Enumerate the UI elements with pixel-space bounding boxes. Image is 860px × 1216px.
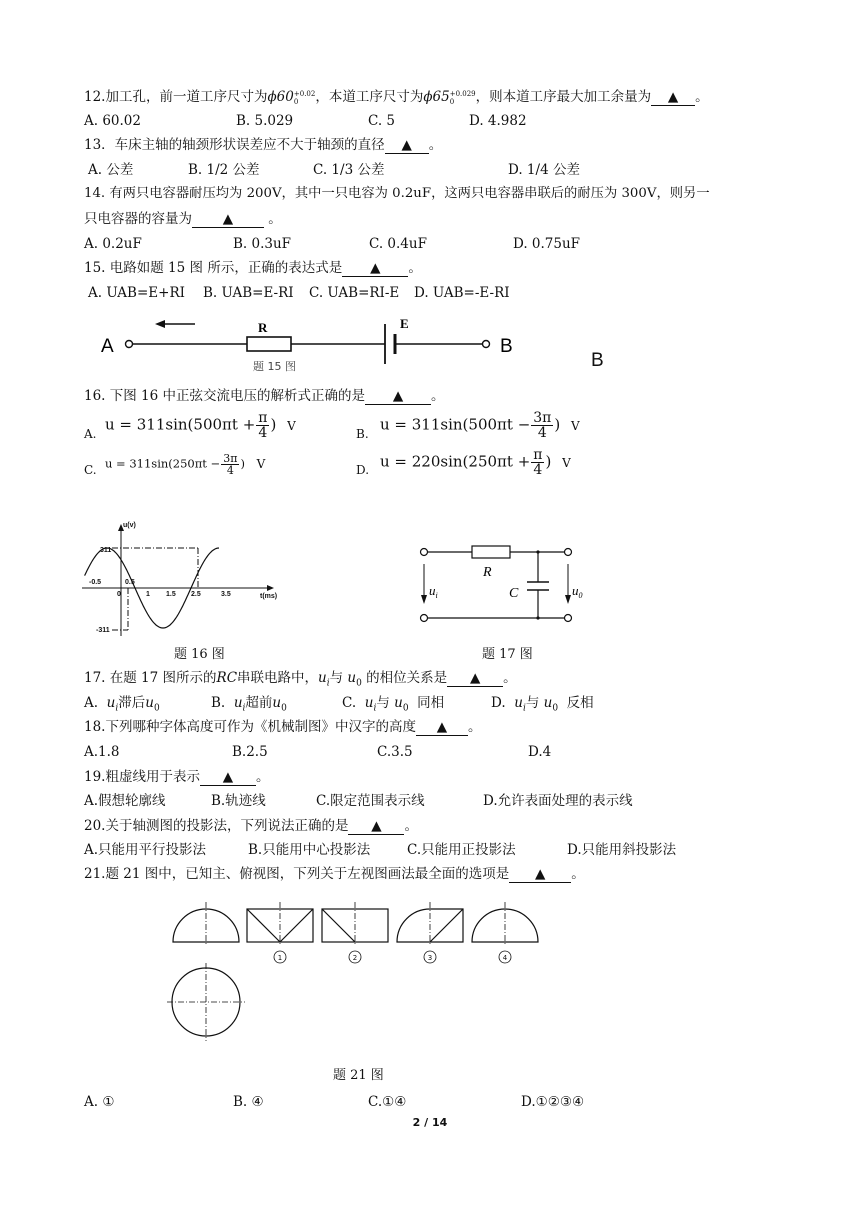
- fig15-label-a: A: [101, 336, 114, 357]
- q14-option-b[interactable]: B. 0.3uF: [233, 236, 292, 252]
- q16-option-b-letter[interactable]: B.: [356, 427, 369, 441]
- q13-option-a[interactable]: A. 公差: [88, 162, 134, 178]
- fig16-tick-1.5: 1.5: [166, 591, 176, 598]
- fig16-tick-0: 0: [117, 591, 121, 598]
- q16-stem: 16. 下图 16 中正弦交流电压的解析式正确的是 ▲ 。: [84, 388, 445, 404]
- fig17-label-ui: u: [429, 583, 436, 598]
- fig16-y-axis-label: u(v): [123, 522, 136, 529]
- q14-stem-line2: 只电容器的容量为 ▲ 。: [84, 211, 282, 227]
- answer-blank[interactable]: ▲: [385, 138, 429, 154]
- fig16-tick-neg0.5: -0.5: [89, 579, 102, 586]
- q12-option-a[interactable]: A. 60.02: [84, 113, 141, 129]
- q12-stem: 12.加工孔，前一道工序尺寸为ϕ60 +0.02 0 ，本道工序尺寸为ϕ65 +0.029 0 ，则本道工序最大加工余量为 ▲ 。: [84, 89, 709, 106]
- q14-option-c[interactable]: C. 0.4uF: [369, 236, 427, 252]
- fig15-label-b: B: [500, 336, 513, 357]
- answer-blank[interactable]: ▲: [365, 389, 431, 405]
- q21-stem: 21.题 21 图中，已知主、俯视图，下列关于左视图画法最全面的选项是 ▲ 。: [84, 866, 585, 882]
- fig16-tick-0.5: 0.5: [125, 579, 135, 586]
- fig16-tick-neg311: -311: [96, 627, 110, 634]
- fig21-marker-1: 1: [277, 954, 283, 962]
- q15-option-b[interactable]: B. UAB=E-RI: [203, 285, 294, 301]
- fig15-label-e: E: [400, 316, 409, 331]
- figure-16-sine-plot: [78, 518, 288, 640]
- fig21-marker-3: 3: [427, 954, 433, 962]
- q13-stem: 13．车床主轴的轴颈形状误差应不大于轴颈的直径 ▲ 。: [84, 137, 443, 153]
- answer-blank[interactable]: ▲: [447, 671, 503, 687]
- q21-option-c[interactable]: C.①④: [368, 1094, 407, 1110]
- q15-option-c[interactable]: C. UAB=RI-E: [309, 285, 400, 301]
- q18-option-a[interactable]: A.1.8: [84, 744, 120, 760]
- q16-option-a[interactable]: u = 311sin(500πt + $\frac{\pi}{4}$ ) V: [105, 410, 296, 441]
- answer-blank[interactable]: ▲: [342, 261, 408, 277]
- fig16-tick-1: 1: [146, 591, 150, 598]
- q20-option-b[interactable]: B.只能用中心投影法: [248, 842, 371, 858]
- fig16-x-axis-label: t(ms): [260, 593, 278, 600]
- fig15-label-r: R: [258, 320, 268, 335]
- q12-option-d[interactable]: D. 4.982: [469, 113, 527, 129]
- fig17-caption: 题 17 图: [482, 647, 533, 662]
- q19-option-a[interactable]: A.假想轮廓线: [84, 793, 166, 809]
- q16-option-c-letter[interactable]: C.: [84, 463, 97, 477]
- fig17-label-uo: u: [572, 583, 579, 598]
- svg-text:u0: $u_0$: [572, 583, 583, 600]
- q12-dim1: ϕ60: [267, 89, 294, 105]
- answer-blank[interactable]: ▲: [416, 720, 468, 736]
- q17-option-c[interactable]: C. $u_i$与 $u_0$ 同相: [342, 695, 445, 714]
- page-number: 2 / 14: [412, 1116, 448, 1129]
- q20-option-c[interactable]: C.只能用正投影法: [407, 842, 516, 858]
- fig16-tick-2.5: 2.5: [191, 591, 201, 598]
- q21-option-b[interactable]: B. ④: [233, 1094, 264, 1110]
- q12-option-c[interactable]: C. 5: [368, 113, 396, 129]
- fig17-label-r: R: [483, 565, 492, 580]
- figure-15-circuit: [95, 310, 525, 376]
- q17-option-a[interactable]: A. $u_i$滞后$u_0$: [84, 695, 160, 714]
- q19-option-b[interactable]: B.轨迹线: [211, 793, 266, 809]
- fig21-marker-2: 2: [352, 954, 358, 962]
- fig21-marker-4: 4: [502, 954, 508, 962]
- q18-stem: 18.下列哪种字体高度可作为《机械制图》中汉字的高度 ▲ 。: [84, 719, 482, 735]
- q20-option-a[interactable]: A.只能用平行投影法: [84, 842, 207, 858]
- q19-option-c[interactable]: C.限定范围表示线: [316, 793, 425, 809]
- fig21-caption: 题 21 图: [333, 1068, 384, 1083]
- q12-dim2: ϕ65: [423, 89, 450, 105]
- q15-option-d[interactable]: D. UAB=-E-RI: [414, 285, 510, 301]
- svg-text:ui: $u_i$: [429, 583, 438, 600]
- q21-option-d[interactable]: D.①②③④: [521, 1094, 585, 1110]
- figure-17-rc-circuit: [410, 538, 590, 630]
- q20-stem: 20.关于轴测图的投影法，下列说法正确的是 ▲ 。: [84, 818, 418, 834]
- stray-label-b: B: [591, 350, 604, 371]
- q20-option-d[interactable]: D.只能用斜投影法: [567, 842, 677, 858]
- q17-stem: 17. 在题 17 图所示的RC串联电路中，$u_i$与 $u_0$ 的相位关系是 ▲ 。: [84, 670, 517, 689]
- q13-option-b[interactable]: B. 1/2 公差: [188, 162, 260, 178]
- answer-blank[interactable]: ▲: [509, 867, 571, 883]
- q18-option-c[interactable]: C.3.5: [377, 744, 413, 760]
- q16-option-a-letter[interactable]: A.: [84, 427, 97, 441]
- fig16-tick-3.5: 3.5: [221, 591, 231, 598]
- fig17-label-c: C: [509, 586, 519, 601]
- answer-blank[interactable]: ▲: [348, 819, 404, 835]
- q17-option-b[interactable]: B. $u_i$超前$u_0$: [211, 695, 287, 714]
- fig16-caption: 题 16 图: [174, 647, 225, 662]
- q14-option-a[interactable]: A. 0.2uF: [84, 236, 142, 252]
- answer-blank[interactable]: ▲: [192, 212, 264, 228]
- q16-option-b[interactable]: u = 311sin(500πt − $\frac{3\pi}{4}$ ) V: [380, 410, 580, 441]
- fig16-tick-311: 311: [100, 547, 112, 554]
- q16-option-d[interactable]: u = 220sin(250πt + $\frac{\pi}{4}$ ) V: [380, 447, 571, 478]
- q18-option-d[interactable]: D.4: [528, 744, 552, 760]
- q19-stem: 19.粗虚线用于表示 ▲ 。: [84, 769, 270, 785]
- figure-21-views: [165, 898, 545, 1043]
- q16-option-c[interactable]: u = 311sin(250πt − $\frac{3\pi}{4}$ ) V: [105, 452, 266, 477]
- q15-option-a[interactable]: A. UAB=E+RI: [88, 285, 185, 301]
- q14-stem-line1: 14. 有两只电容器耐压均为 200V，其中一只电容为 0.2uF，这两只电容器串联后的耐压为 300V，则另一: [84, 186, 710, 201]
- answer-blank[interactable]: ▲: [200, 770, 256, 786]
- q18-option-b[interactable]: B.2.5: [232, 744, 268, 760]
- q15-stem: 15. 电路如题 15 图 所示，正确的表达式是 ▲ 。: [84, 260, 422, 276]
- answer-blank[interactable]: ▲: [651, 90, 695, 106]
- q13-option-c[interactable]: C. 1/3 公差: [313, 162, 385, 178]
- q17-option-d[interactable]: D. $u_i$与 $u_0$ 反相: [491, 695, 594, 714]
- fig15-caption: 题 15 图: [253, 360, 296, 373]
- q13-option-d[interactable]: D. 1/4 公差: [508, 162, 580, 178]
- q12-option-b[interactable]: B. 5.029: [236, 113, 294, 129]
- q21-option-a[interactable]: A. ①: [84, 1094, 115, 1110]
- q16-option-d-letter[interactable]: D.: [356, 463, 370, 477]
- q14-option-d[interactable]: D. 0.75uF: [513, 236, 581, 252]
- q19-option-d[interactable]: D.允许表面处理的表示线: [483, 793, 633, 809]
